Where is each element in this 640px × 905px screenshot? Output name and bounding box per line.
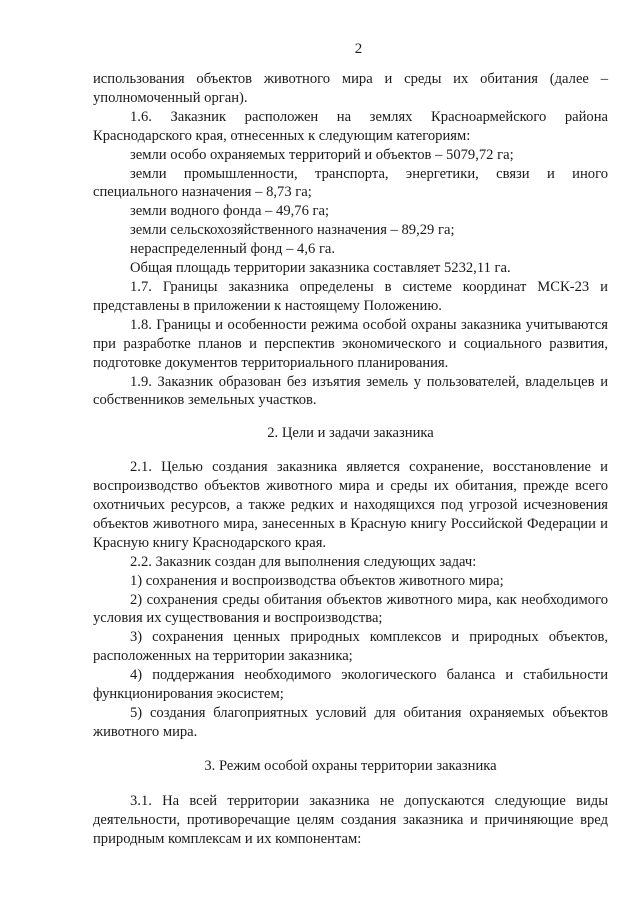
paragraph-1-8: 1.8. Границы и особенности режима особой охраны заказника учитываются при разработке планов и перспектив экономического и социального развития, подготовке документов территориального планирования. — [93, 316, 608, 371]
land-category-agriculture: земли сельскохозяйственного назначения – 89,29 га; — [130, 222, 455, 239]
paragraph-1-9: 1.9. Заказник образован без изъятия земель у пользователей, владельцев и собственников земельных участков. — [93, 373, 608, 409]
section-3-heading: 3. Режим особой охраны территории заказника — [204, 757, 497, 774]
paragraph-total-area: Общая площадь территории заказника составляет 5232,11 га. — [130, 260, 511, 277]
task-item-1: 1) сохранения и воспроизводства объектов животного мира; — [130, 572, 504, 589]
paragraph-2-1: 2.1. Целью создания заказника является сохранение, восстановление и воспроизводство объектов животного мира и среды их обитания, прежде всего охотничьих ресурсов, а также редких и находящихся под угрозой исчезновения объектов животного мира, занесенных в Красную книгу Российской Федерации и Красную книгу Краснодарского края. — [93, 459, 608, 551]
paragraph-1-7: 1.7. Границы заказника определены в системе координат МСК-23 и представлены в приложении к настоящему Положению. — [93, 278, 608, 314]
land-category-unallocated: нераспределенный фонд – 4,6 га. — [130, 241, 336, 258]
section-2-heading: 2. Цели и задачи заказника — [267, 425, 434, 442]
page-number: 2 — [354, 41, 363, 57]
paragraph-2-2: 2.2. Заказник создан для выполнения следующих задач: — [130, 553, 477, 570]
task-item-3: 3) сохранения ценных природных комплексов и природных объектов, расположенных на территории заказника; — [93, 629, 608, 665]
paragraph-authority-continuation: использования объектов животного мира и среды их обитания (далее – уполномоченный орган). — [93, 71, 608, 106]
land-category-industry: земли промышленности, транспорта, энергетики, связи и иного специального назначения – 8,73 га; — [93, 165, 608, 201]
task-item-4: 4) поддержания необходимого экологического баланса и стабильности функционирования экосистем; — [93, 667, 608, 703]
paragraph-3-1: 3.1. На всей территории заказника не допускаются следующие виды деятельности, противоречащие целям создания заказника и причиняющие вред природным комплексам и их компонентам: — [93, 792, 608, 847]
land-category-water: земли водного фонда – 49,76 га; — [130, 203, 330, 220]
task-item-2: 2) сохранения среды обитания объектов животного мира, как необходимого условия их существования и воспроизводства; — [93, 591, 608, 627]
land-category-protected: земли особо охраняемых территорий и объектов – 5079,72 га; — [130, 146, 514, 163]
task-item-5: 5) создания благоприятных условий для обитания охраняемых объектов животного мира. — [93, 705, 608, 740]
paragraph-1-6: 1.6. Заказник расположен на землях Красноармейского района Краснодарского края, отнесенных к следующим категориям: — [93, 108, 608, 144]
